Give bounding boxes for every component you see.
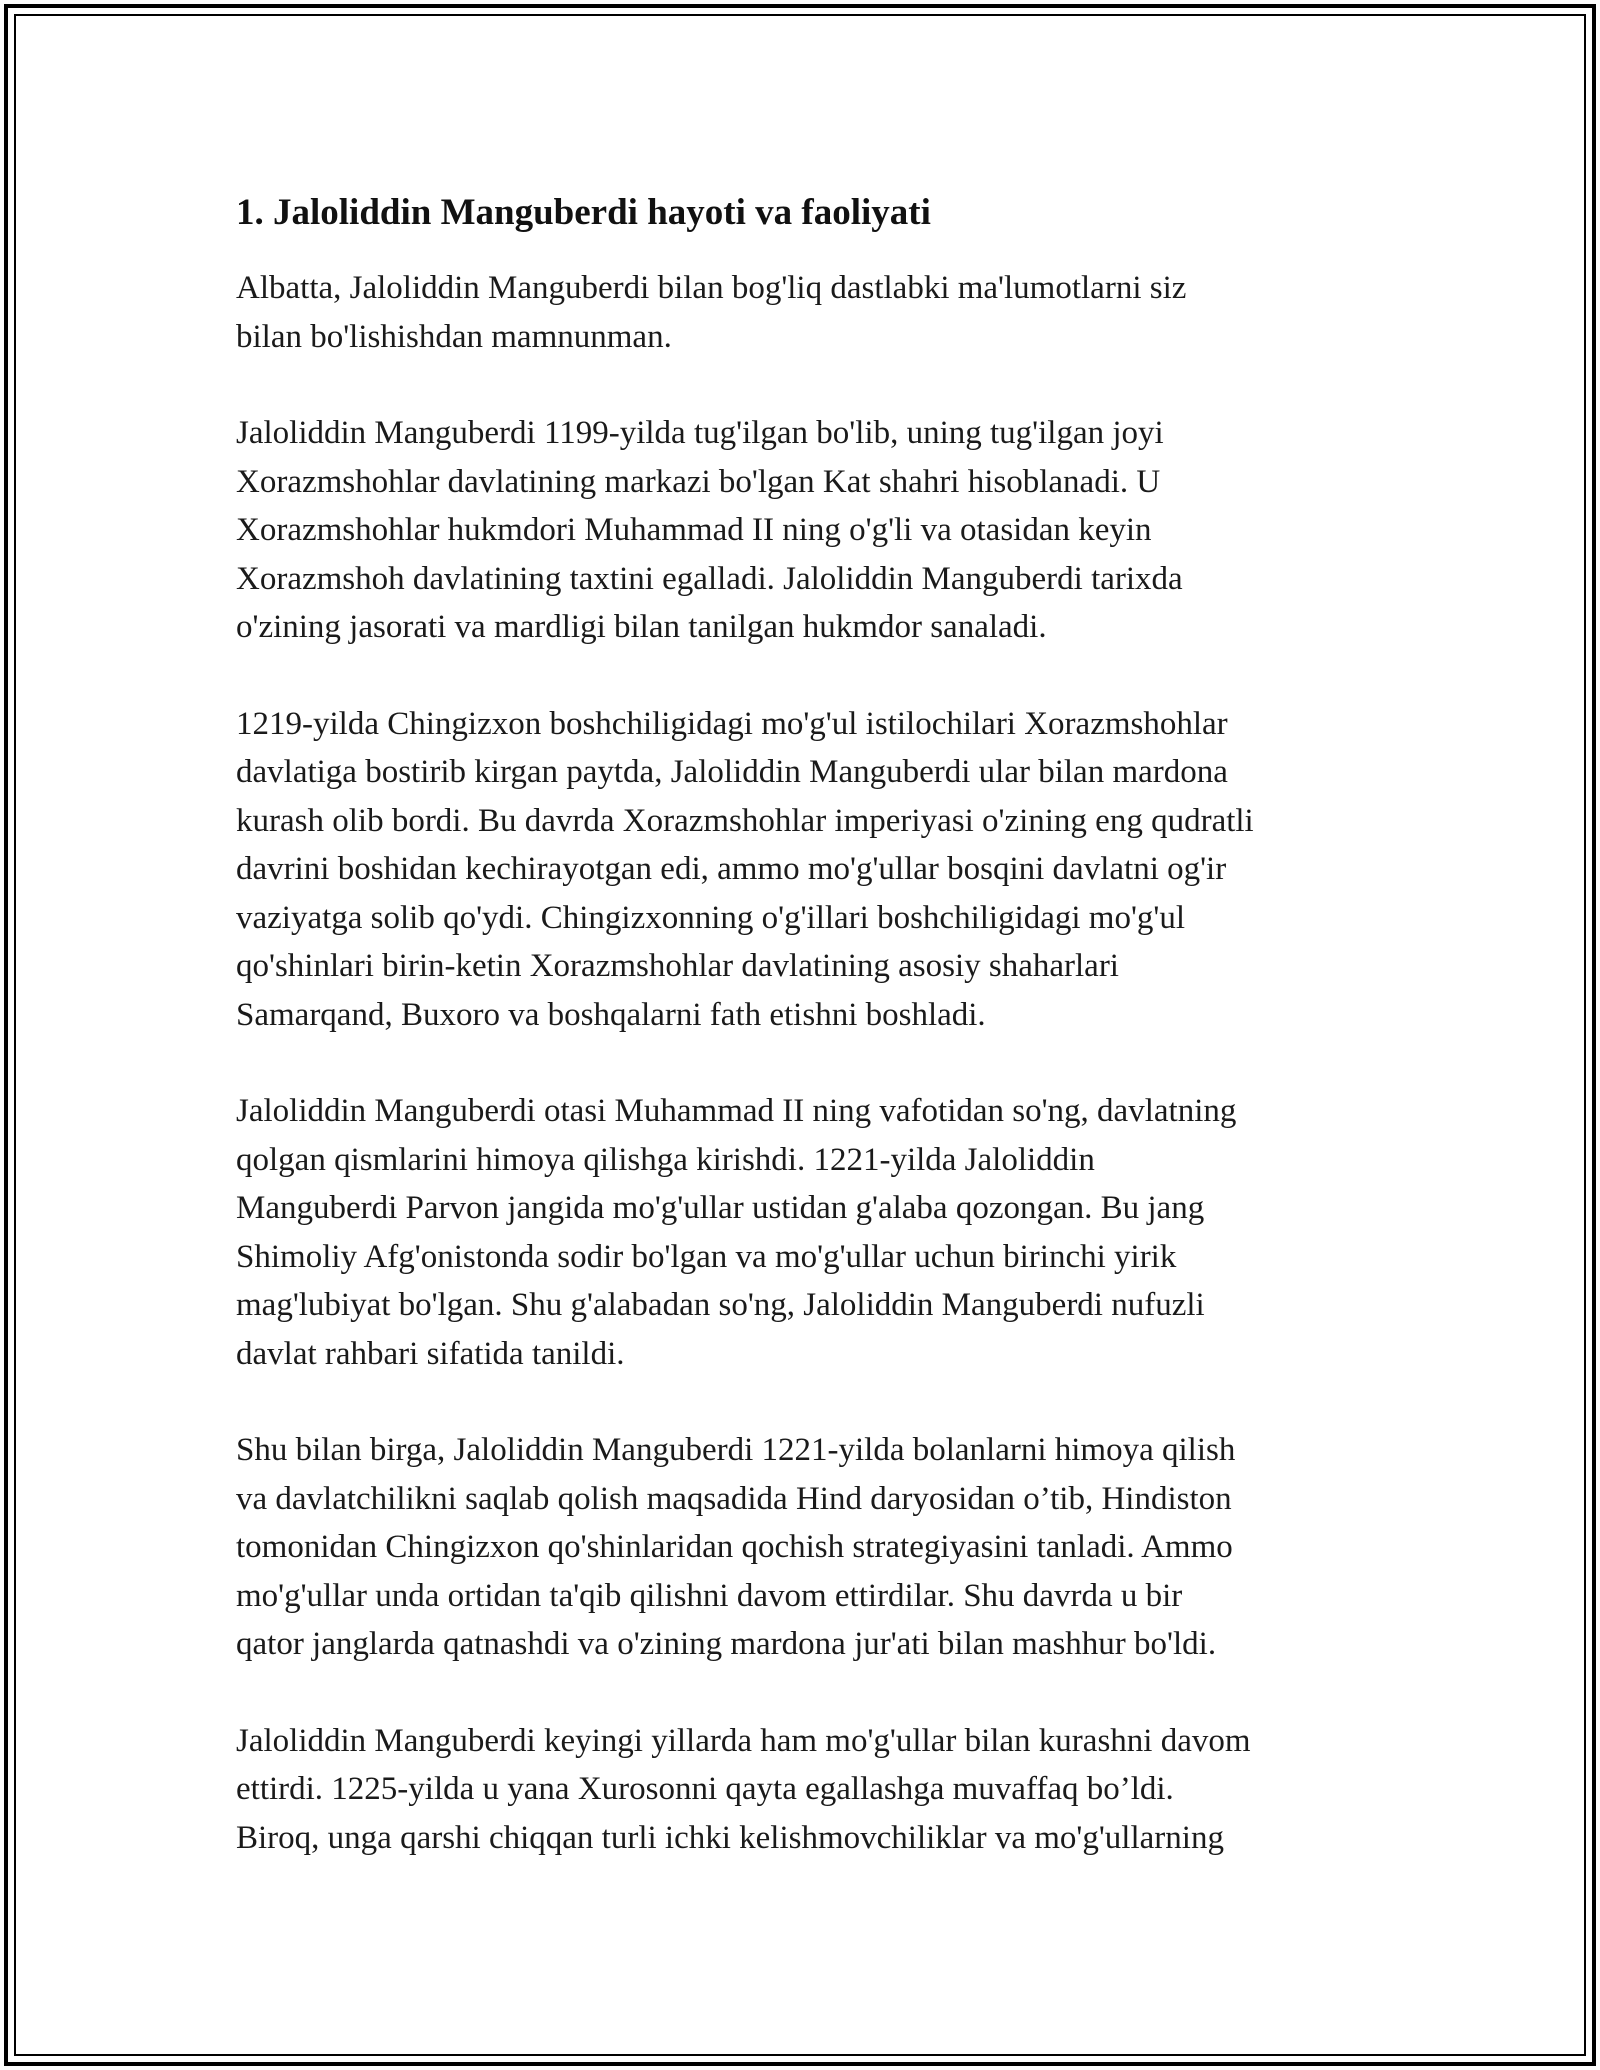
- paragraph-birth: Jaloliddin Manguberdi 1199-yilda tug'ilgan bo'lib, uning tug'ilgan joyi Xorazmshohlar davlatining markazi bo'lgan Kat shahri hisoblanadi. U Xorazmshohlar hukmdori Muhammad II ning o'g'li va otasidan keyin Xorazmshoh davlatining taxtini egalladi. Jaloliddin Manguberdi tarixda o'zining jasorati va mardligi bilan tanilgan hukmdor sanaladi.: [236, 415, 1183, 645]
- paragraph-intro: Albatta, Jaloliddin Manguberdi bilan bog'liq dastlabki ma'lumotlarni siz bilan bo'lishishdan mamnunman.: [236, 270, 1187, 355]
- paragraph-parvan-battle: Jaloliddin Manguberdi otasi Muhammad II ning vafotidan so'ng, davlatning qolgan qismlarini himoya qilishga kirishdi. 1221-yilda Jaloliddin Manguberdi Parvon jangida mo'g'ullar ustidan g'alaba qozongan. Bu jang Shimoliy Afg'onistonda sodir bo'lgan va mo'g'ullar uchun birinchi yirik mag'lubiyat bo'lgan. Shu g'alabadan so'ng, Jaloliddin Manguberdi nufuzli davlat rahbari sifatida tanildi.: [236, 1093, 1237, 1372]
- paragraph-mongol-invasion: 1219-yilda Chingizxon boshchiligidagi mo'g'ul istilochilari Xorazmshohlar davlatiga bostirib kirgan paytda, Jaloliddin Manguberdi ular bilan mardona kurash olib bordi. Bu davrda Xorazmshohlar imperiyasi o'zining eng qudratli davrini boshidan kechirayotgan edi, ammo mo'g'ullar bosqini davlatni og'ir vaziyatga solib qo'ydi. Chingizxonning o'g'illari boshchiligidagi mo'g'ul qo'shinlari birin-ketin Xorazmshohlar davlatining asosiy shaharlari Samarqand, Buxoro va boshqalarni fath etishni boshladi.: [236, 705, 1254, 1033]
- document-body: [236, 188, 1386, 1910]
- section-heading: 1. Jaloliddin Manguberdi hayoti va faoliyati: [236, 192, 931, 233]
- paragraph-indus-crossing: Shu bilan birga, Jaloliddin Manguberdi 1221-yilda bolanlarni himoya qilish va davlatchilikni saqlab qolish maqsadida Hind daryosidan o’tib, Hindiston tomonidan Chingizxon qo'shinlaridan qochish strategiyasini tanladi. Ammo mo'g'ullar unda ortidan ta'qib qilishni davom ettirdilar. Shu davrda u bir qator janglarda qatnashdi va o'zining mardona jur'ati bilan mashhur bo'ldi.: [236, 1432, 1236, 1662]
- paragraph-later-years: Jaloliddin Manguberdi keyingi yillarda ham mo'g'ullar bilan kurashni davom ettirdi. 1225-yilda u yana Xurosonni qayta egallashga muvaffaq bo’ldi. Biroq, unga qarshi chiqqan turli ichki kelishmovchiliklar va mo'g'ullarning: [236, 1722, 1251, 1856]
